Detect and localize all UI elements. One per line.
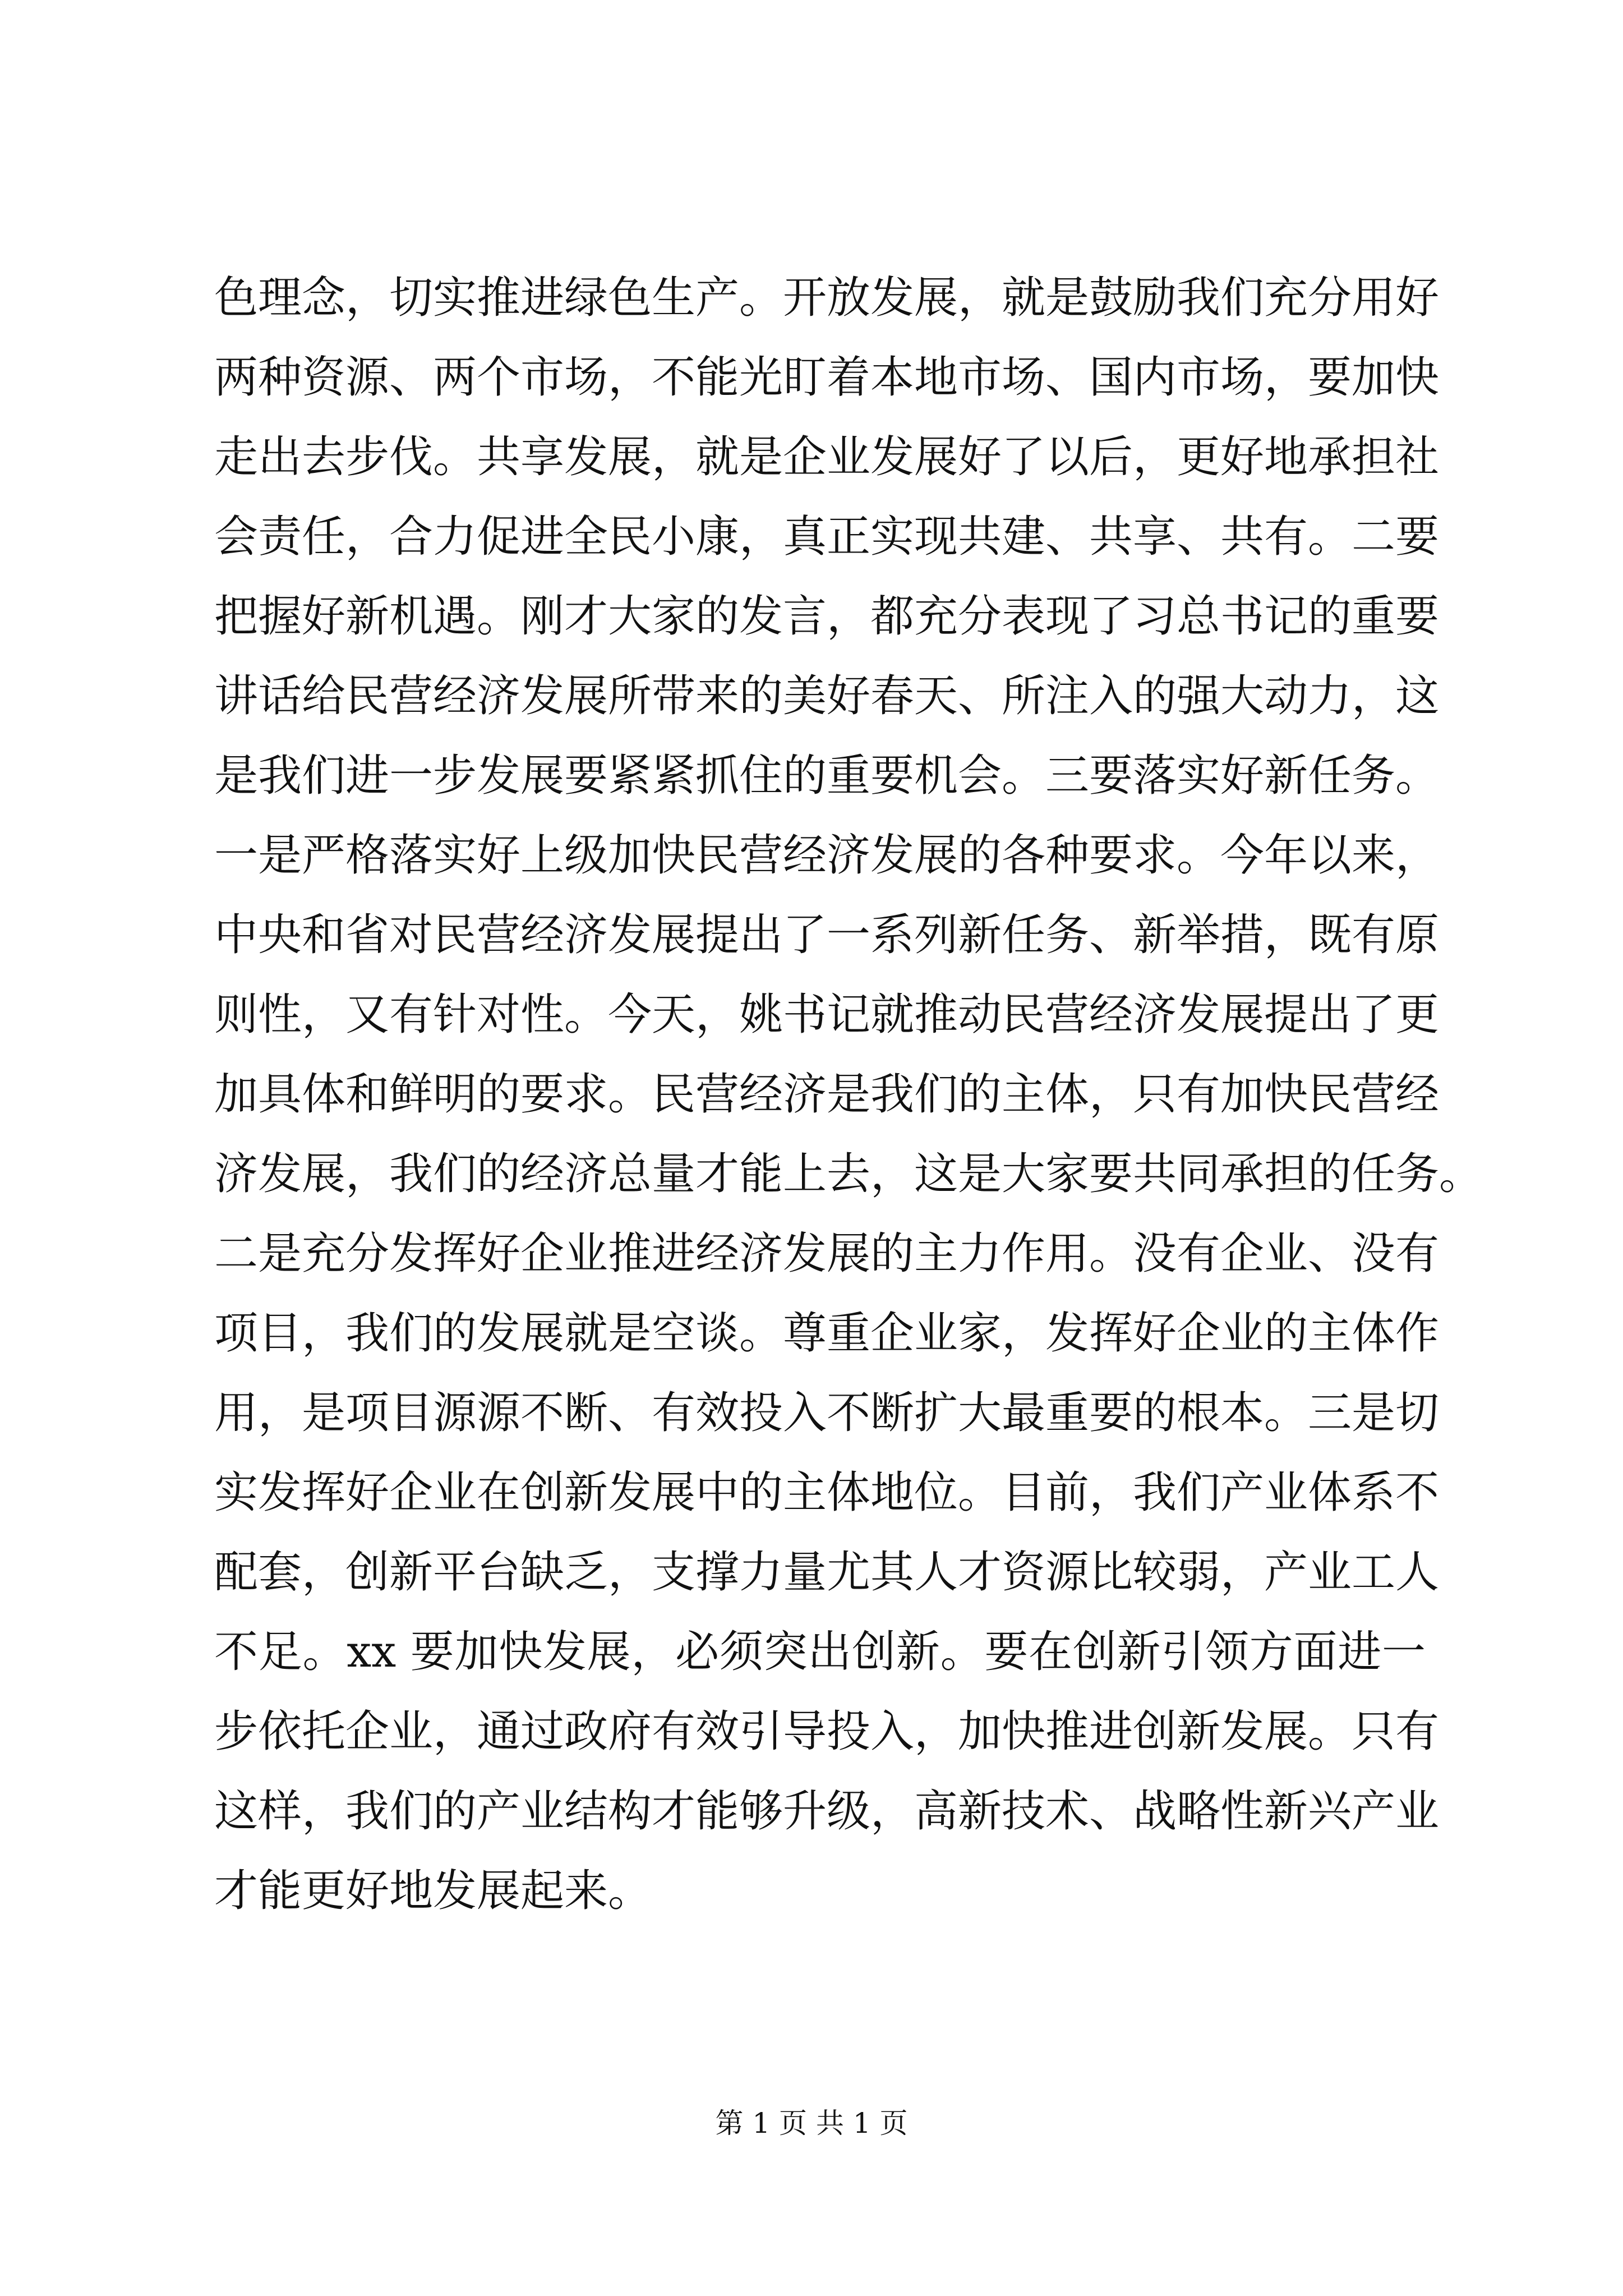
paragraph-line-14: 项目，我们的发展就是空谈。尊重企业家，发挥好企业的主体作 xyxy=(214,1308,1440,1359)
paragraph-line-8: 一是严格落实好上级加快民营经济发展的各种要求。今年以来， xyxy=(214,830,1440,881)
paragraph-line-9: 中央和省对民营经济发展提出了一系列新任务、新举措，既有原 xyxy=(214,910,1440,960)
paragraph-line-15: 用，是项目源源不断、有效投入不断扩大最重要的根本。三是切 xyxy=(214,1388,1440,1438)
paragraph-line-1: 色理念，切实推进绿色生产。开放发展，就是鼓励我们充分用好 xyxy=(214,273,1440,323)
paragraph-line-13: 二是充分发挥好企业推进经济发展的主力作用。没有企业、没有 xyxy=(214,1228,1440,1279)
paragraph-line-6: 讲话给民营经济发展所带来的美好春天、所注入的强大动力，这 xyxy=(214,671,1440,721)
page-number-label: 第 1 页 共 1 页 xyxy=(715,2107,908,2139)
paragraph-line-20: 这样，我们的产业结构才能够升级，高新技术、战略性新兴产业 xyxy=(214,1786,1440,1837)
paragraph-line-7: 是我们进一步发展要紧紧抓住的重要机会。三要落实好新任务。 xyxy=(214,751,1440,801)
paragraph-line-19: 步依托企业，通过政府有效引导投入，加快推进创新发展。只有 xyxy=(214,1706,1440,1757)
paragraph-line-5: 把握好新机遇。刚才大家的发言，都充分表现了习总书记的重要 xyxy=(214,591,1440,642)
paragraph-line-4: 会责任，合力促进全民小康，真正实现共建、共享、共有。二要 xyxy=(214,512,1440,562)
paragraph-line-18: 不足。xx 要加快发展，必须突出创新。要在创新引领方面进一 xyxy=(214,1627,1426,1677)
paragraph-line-2: 两种资源、两个市场，不能光盯着本地市场、国内市场，要加快 xyxy=(214,352,1440,403)
paragraph-line-21: 才能更好地发展起来。 xyxy=(214,1866,652,1916)
body-paragraph xyxy=(214,258,1483,1931)
page-footer xyxy=(0,2104,1623,2143)
paragraph-line-16: 实发挥好企业在创新发展中的主体地位。目前，我们产业体系不 xyxy=(214,1467,1440,1518)
paragraph-line-11: 加具体和鲜明的要求。民营经济是我们的主体，只有加快民营经 xyxy=(214,1069,1440,1120)
paragraph-line-12: 济发展，我们的经济总量才能上去，这是大家要共同承担的任务。 xyxy=(214,1149,1483,1199)
paragraph-line-10: 则性，又有针对性。今天，姚书记就推动民营经济发展提出了更 xyxy=(214,990,1440,1040)
paragraph-line-17: 配套，创新平台缺乏，支撑力量尤其人才资源比较弱，产业工人 xyxy=(214,1547,1440,1598)
paragraph-line-3: 走出去步伐。共享发展，就是企业发展好了以后，更好地承担社 xyxy=(214,432,1440,482)
